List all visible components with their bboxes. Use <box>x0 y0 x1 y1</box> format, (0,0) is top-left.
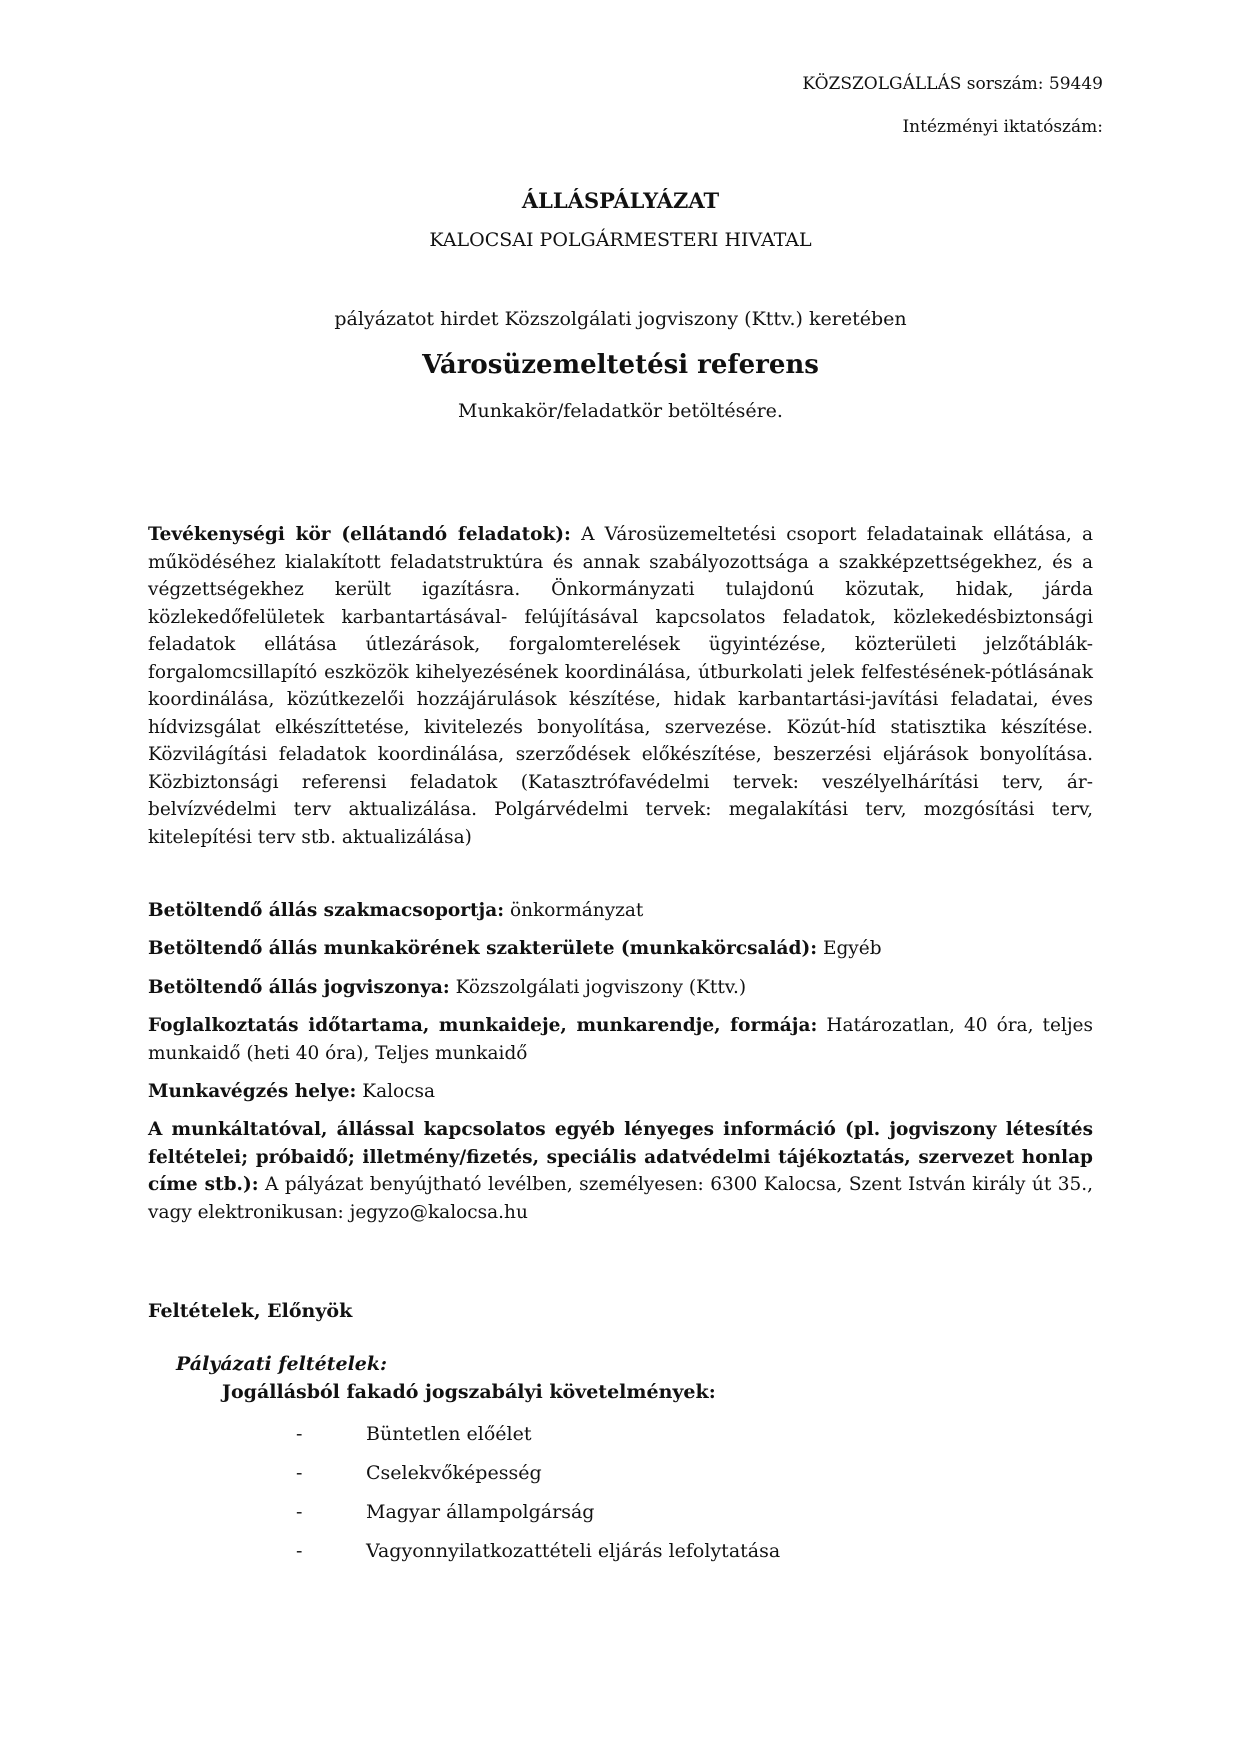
field-value: Egyéb <box>817 938 882 959</box>
serial-number: KÖZSZOLGÁLLÁS sorszám: 59449 <box>802 74 1103 94</box>
organization-name: KALOCSAI POLGÁRMESTERI HIVATAL <box>429 229 812 251</box>
registration-number: Intézményi iktatószám: <box>902 117 1103 137</box>
activity-paragraph <box>148 521 1093 851</box>
field-value: Határozatlan, 40 óra, teljes munkaidő (heti 40 óra), Teljes munkaidő <box>148 1015 1093 1064</box>
list-item-text: Magyar állampolgárság <box>366 1501 595 1523</box>
list-item-text: Vagyonnyilatkozattételi eljárás lefolytatása <box>366 1540 781 1562</box>
activity-label: Tevékenységi kör (ellátandó feladatok): <box>148 524 571 545</box>
field-label: Betöltendő állás szakmacsoportja: <box>148 900 505 921</box>
list-item <box>296 1540 780 1562</box>
list-bullet: - <box>296 1462 303 1484</box>
field-label: Foglalkoztatás időtartama, munkaideje, munkarendje, formája: <box>148 1015 818 1036</box>
field-label: A munkáltatóval, állással kapcsolatos egyéb lényeges információ (pl. jogviszony létesítés feltételei; próbaidő; illetmény/fizetés, speciális adatvédelmi tájékoztatás, szervezet honlap címe stb.): <box>148 1119 1093 1195</box>
requirements-subtitle: Jogállásból fakadó jogszabályi követelmények: <box>222 1381 716 1403</box>
list-bullet: - <box>296 1540 303 1562</box>
field-label: Betöltendő állás jogviszonya: <box>148 977 450 998</box>
position-title: Városüzemeltetési referens <box>422 350 819 380</box>
field-label: Betöltendő állás munkakörének szakterülete (munkakörcsalád): <box>148 938 818 959</box>
field-other-information <box>148 1116 1093 1226</box>
document-title: ÁLLÁSPÁLYÁZAT <box>521 188 720 213</box>
field-value: Közszolgálati jogviszony (Kttv.) <box>449 977 747 998</box>
field-label: Munkavégzés helye: <box>148 1081 357 1102</box>
list-item-text: Büntetlen előélet <box>366 1423 532 1445</box>
field-value: Kalocsa <box>356 1081 436 1102</box>
field-job-family <box>148 935 1093 963</box>
list-bullet: - <box>296 1423 303 1445</box>
field-employment-terms <box>148 1012 1093 1067</box>
list-item-text: Cselekvőképesség <box>366 1462 542 1484</box>
requirements-title: Pályázati feltételek: <box>176 1353 388 1375</box>
list-bullet: - <box>296 1501 303 1523</box>
field-legal-relationship <box>148 974 1093 1002</box>
field-value: önkormányzat <box>504 900 644 921</box>
field-value: A pályázat benyújtható levélben, személyesen: 6300 Kalocsa, Szent István király út 35., vagy elektronikusan: jegyzo@kalocsa.hu <box>148 1174 1094 1223</box>
conditions-heading: Feltételek, Előnyök <box>148 1300 353 1322</box>
position-subtitle: Munkakör/feladatkör betöltésére. <box>458 400 783 422</box>
activity-text: A Városüzemeltetési csoport feladatainak ellátása, a működéséhez kialakított feladatstruktúra és annak szabályozottsága a szakképzettségekhez, és a végzettségekhez került igazításra. Önkormányzati tulajdonú közutak, hidak, járda közlekedőfelületek karbantartásával- felújításával kapcsolatos feladatok, közlekedésbiztonsági feladatok ellátása útlezárások, forgalomterelések ügyintézése, közterületi jelzőtáblák-forgalomcsillapító eszközök kihelyezésének koordinálása, útburkolati jelek felfestésének-pótlásának koordinálása, közútkezelői hozzájárulások készítése, hidak karbantartási-javítási feladatai, éves hídvizsgálat elkészíttetése, kivitelezés bonyolítása, szervezése. Közút-híd statisztika készítése. Közvilágítási feladatok koordinálása, szerződések előkészítése, beszerzési eljárások bonyolítása. Közbiztonsági referensi feladatok (Katasztrófavédelmi tervek: veszélyelhárítási terv, ár-belvízvédelmi terv aktualizálása. Polgárvédelmi tervek: megalakítási terv, mozgósítási terv, kitelepítési terv stb. aktualizálása) <box>148 524 1093 848</box>
list-item <box>296 1462 542 1484</box>
announcement-line: pályázatot hirdet Közszolgálati jogviszony (Kttv.) keretében <box>334 308 907 330</box>
list-item <box>296 1501 594 1523</box>
list-item <box>296 1423 532 1445</box>
field-professional-group <box>148 897 1093 925</box>
field-workplace <box>148 1078 1093 1106</box>
